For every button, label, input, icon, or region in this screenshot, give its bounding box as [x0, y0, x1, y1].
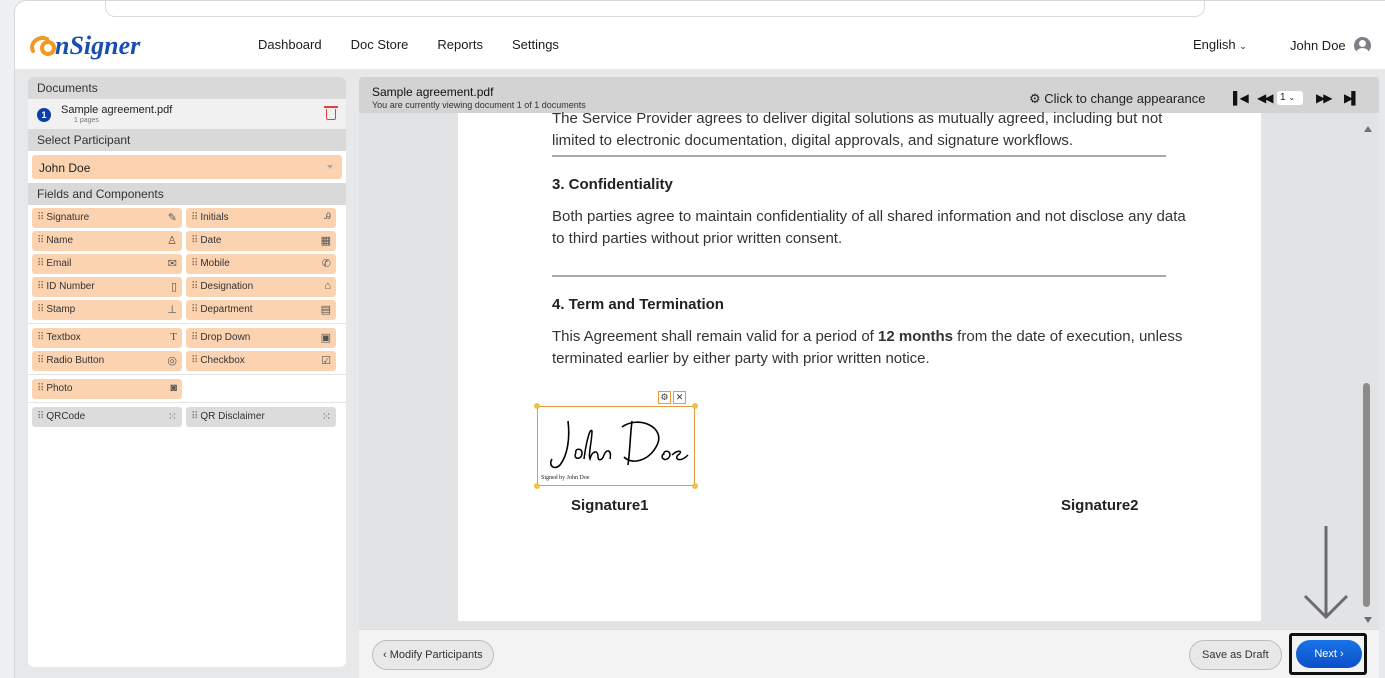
field-drop-down[interactable]: [186, 328, 336, 348]
field-label: Signature: [46, 212, 90, 223]
grip-icon: ⠿: [37, 258, 44, 269]
field-label: Initials: [200, 212, 229, 223]
fields-list: [28, 205, 346, 427]
text-icon: T: [170, 331, 177, 343]
gear-icon[interactable]: ⚙: [658, 391, 671, 404]
heading-confidentiality: 3. Confidentiality: [552, 176, 673, 193]
qr-icon: ⁙: [167, 411, 177, 423]
language-select[interactable]: [1193, 37, 1247, 52]
nav-dashboard[interactable]: Dashboard: [258, 37, 322, 52]
field-label: Photo: [46, 383, 73, 394]
field-stamp[interactable]: [32, 300, 182, 320]
grip-icon: ⠿: [191, 235, 198, 246]
mail-icon: ✉: [167, 258, 177, 270]
caret-down-icon: [327, 165, 333, 169]
divider: [552, 155, 1166, 157]
modify-participants-button[interactable]: ‹ Modify Participants: [372, 640, 494, 670]
fields-divider: [28, 374, 346, 375]
building-icon: ▤: [320, 304, 331, 316]
close-icon[interactable]: ✕: [673, 391, 686, 404]
avatar-icon: [1354, 37, 1371, 54]
nav-reports[interactable]: Reports: [437, 37, 483, 52]
resize-handle[interactable]: [534, 403, 540, 409]
logo-graphic: [27, 25, 167, 63]
page-select-value: 1: [1280, 92, 1286, 103]
viewer-subtitle: You are currently viewing document 1 of 1 documents: [372, 100, 586, 110]
select-participant-heading: Select Participant: [28, 129, 346, 151]
signature-field[interactable]: [537, 392, 695, 486]
field-label: Designation: [200, 281, 254, 292]
person-icon: ♙: [167, 235, 177, 247]
field-signature[interactable]: [32, 208, 182, 228]
trash-icon[interactable]: [326, 109, 336, 120]
term-text-b: from the date of execution, unless terminated earlier by either party with prior written notice.: [552, 328, 1183, 367]
field-department[interactable]: [186, 300, 336, 320]
resize-handle[interactable]: [534, 483, 540, 489]
user-name: John Doe: [1290, 38, 1346, 53]
grip-icon: ⠿: [191, 411, 198, 422]
field-photo[interactable]: [32, 379, 182, 399]
signature-tools: [658, 391, 686, 404]
signature-image: [538, 407, 694, 473]
field-label: Radio Button: [46, 355, 105, 366]
field-radio-button[interactable]: [32, 351, 182, 371]
pen-icon: ✎: [167, 212, 177, 224]
appearance-label: Click to change appearance: [1044, 91, 1206, 106]
documents-heading: Documents: [28, 77, 346, 99]
field-label: ID Number: [46, 281, 95, 292]
grip-icon: ⠿: [191, 212, 198, 223]
field-email[interactable]: [32, 254, 182, 274]
heading-term: 4. Term and Termination: [552, 296, 724, 313]
main-content: [15, 69, 1385, 678]
dropdown-icon: ▣: [320, 332, 331, 344]
field-label: Email: [46, 258, 72, 269]
gear-icon: ⚙: [1029, 91, 1041, 106]
grip-icon: ⠿: [191, 304, 198, 315]
user-menu[interactable]: [1290, 37, 1371, 54]
document-page: [458, 110, 1261, 621]
paragraph-term: [552, 326, 1192, 370]
viewer-footer: [359, 629, 1379, 678]
field-name[interactable]: [32, 231, 182, 251]
field-textbox[interactable]: [32, 328, 182, 348]
chevron-down-icon: ⌄: [1239, 41, 1247, 51]
svg-text:nSigner: nSigner: [55, 31, 141, 60]
change-appearance-button[interactable]: [1029, 91, 1205, 107]
prev-page-icon[interactable]: ◀◀: [1257, 91, 1272, 105]
grip-icon: ⠿: [37, 355, 44, 366]
app-header: [15, 19, 1385, 69]
field-label: QR Disclaimer: [200, 411, 265, 422]
signed-by-text: Signed by John Doe: [541, 475, 590, 481]
field-mobile[interactable]: [186, 254, 336, 274]
field-label: QRCode: [46, 411, 86, 422]
divider: [552, 275, 1166, 277]
grip-icon: ⠿: [37, 383, 44, 394]
chevron-down-icon: ⌄: [1288, 93, 1296, 102]
grip-icon: ⠿: [37, 332, 44, 343]
main-nav: [258, 37, 559, 52]
grip-icon: ⠿: [37, 411, 44, 422]
last-page-icon[interactable]: ▶▌: [1344, 91, 1358, 105]
fields-divider: [28, 323, 346, 324]
paragraph-confidentiality: Both parties agree to maintain confidentiality of all shared information and not disclose any data to third parties without prior written consent.: [552, 208, 1186, 247]
sidebar: [28, 77, 346, 667]
field-label: Textbox: [46, 332, 81, 343]
document-name: Sample agreement.pdf: [61, 104, 173, 116]
field-label: Mobile: [200, 258, 230, 269]
resize-handle[interactable]: [692, 403, 698, 409]
field-qrcode[interactable]: [32, 407, 182, 427]
first-page-icon[interactable]: ▌◀: [1233, 91, 1247, 105]
language-label: English: [1193, 37, 1236, 52]
phone-icon: ✆: [321, 258, 331, 270]
browser-strip: [105, 1, 1205, 17]
grip-icon: ⠿: [37, 212, 44, 223]
paragraph-services: The Service Provider agrees to deliver digital solutions as mutually agreed, including but not limited to electronic documentation, digital approvals, and signature workflows.: [552, 110, 1163, 149]
onsigner-logo[interactable]: [27, 25, 167, 63]
field-designation[interactable]: [186, 277, 336, 297]
next-button[interactable]: Next ›: [1296, 640, 1362, 668]
field-initials[interactable]: [186, 208, 336, 228]
document-viewer: [359, 77, 1379, 629]
fields-divider: [28, 402, 346, 403]
field-date[interactable]: [186, 231, 336, 251]
grip-icon: ⠿: [37, 304, 44, 315]
radio-icon: ◎: [167, 355, 177, 367]
resize-handle[interactable]: [692, 483, 698, 489]
app-window: [14, 0, 1385, 678]
grip-icon: ⠿: [191, 355, 198, 366]
field-checkbox[interactable]: [186, 351, 336, 371]
stamp-icon: ⊥: [167, 304, 177, 316]
document-number-badge: 1: [37, 108, 51, 122]
grip-icon: ⠿: [191, 281, 198, 292]
field-label: Drop Down: [200, 332, 251, 343]
field-qr-disclaimer[interactable]: [186, 407, 336, 427]
field-label: Date: [200, 235, 222, 246]
participant-select[interactable]: [32, 155, 342, 179]
calendar-icon: ▦: [320, 235, 331, 247]
grip-icon: ⠿: [191, 258, 198, 269]
nav-doc-store[interactable]: Doc Store: [350, 37, 409, 52]
field-label: Checkbox: [200, 355, 245, 366]
scroll-up-icon[interactable]: [1364, 126, 1372, 132]
grip-icon: ⠿: [191, 332, 198, 343]
initials-icon: Ꭿ: [324, 211, 331, 221]
term-text-bold: 12 months: [878, 328, 954, 345]
document-item[interactable]: [28, 99, 346, 129]
field-id-number[interactable]: [32, 277, 182, 297]
graduation-cap-icon: ⌂: [324, 280, 331, 292]
grip-icon: ⠿: [37, 281, 44, 292]
participant-value: John Doe: [39, 161, 91, 175]
term-text-a: This Agreement shall remain valid for a period of: [552, 328, 878, 345]
field-label: Stamp: [46, 304, 76, 315]
camera-icon: ◙: [170, 382, 177, 394]
next-page-icon[interactable]: ▶▶: [1316, 91, 1331, 105]
qr-icon: ⁙: [321, 411, 331, 423]
signature2-label: Signature2: [1061, 497, 1139, 514]
scrollbar-thumb[interactable]: [1363, 383, 1370, 607]
signature1-label: Signature1: [571, 497, 649, 514]
page-select[interactable]: [1277, 91, 1303, 105]
field-label: Department: [200, 304, 253, 315]
down-arrow-annotation-icon: [1295, 520, 1355, 620]
id-card-icon: ▯: [170, 281, 177, 293]
nav-settings[interactable]: Settings: [511, 37, 559, 52]
grip-icon: ⠿: [37, 235, 44, 246]
field-label: Name: [46, 235, 74, 246]
checkbox-icon: ☑: [321, 355, 331, 367]
viewer-title: Sample agreement.pdf: [372, 85, 494, 99]
save-draft-button[interactable]: Save as Draft: [1189, 640, 1282, 670]
fields-heading: Fields and Components: [28, 183, 346, 205]
document-pages: 1 pages: [74, 117, 99, 124]
scroll-down-icon[interactable]: [1364, 617, 1372, 623]
